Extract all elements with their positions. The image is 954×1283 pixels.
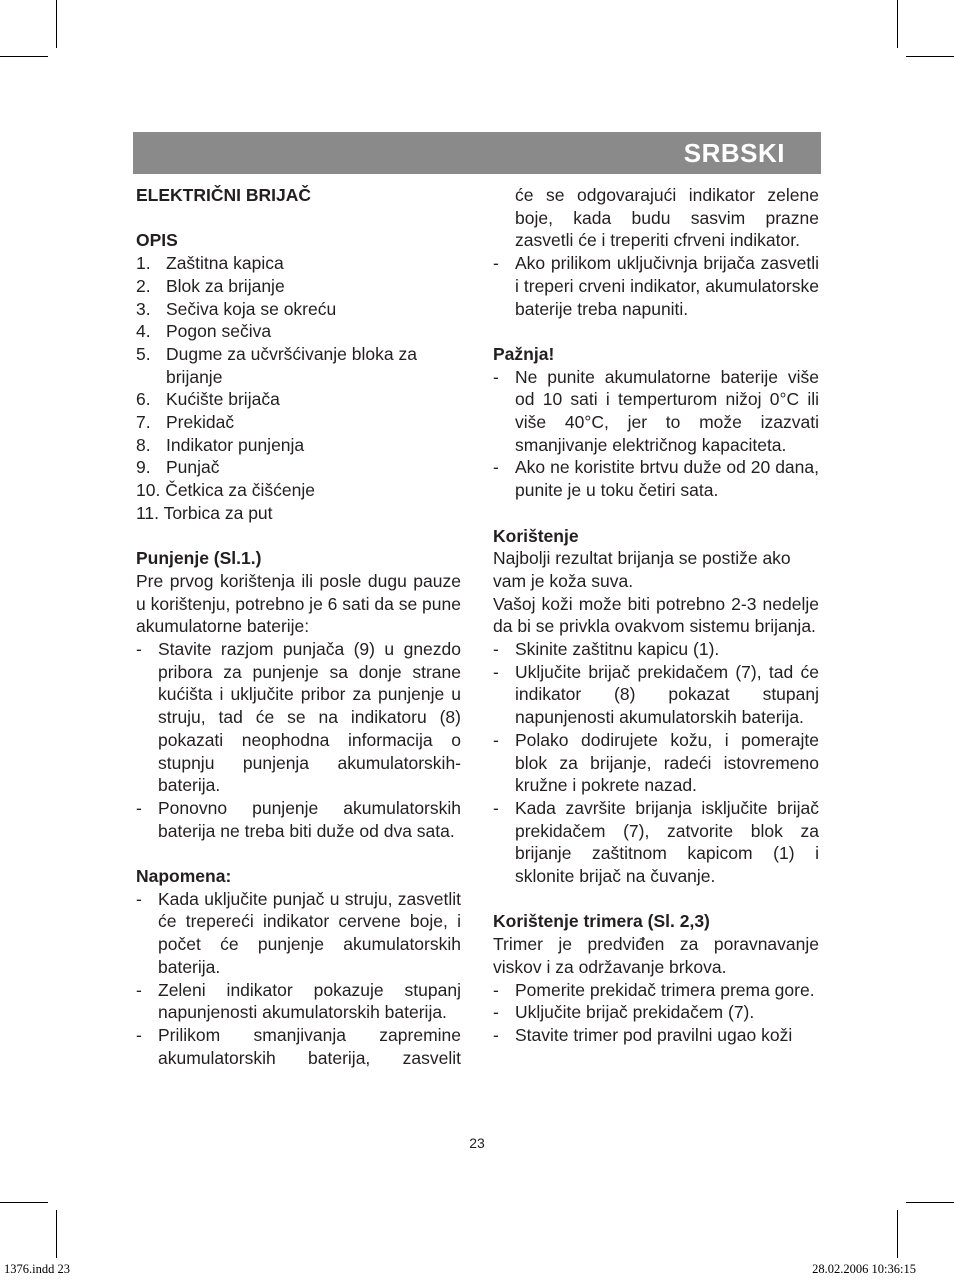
crop-mark: [56, 0, 57, 48]
parts-list-item: 4. Pogon sečiva: [136, 321, 272, 342]
parts-list-item: 7. Prekidač: [136, 412, 235, 433]
parts-list-item: 11. Torbica za put: [136, 502, 273, 523]
note-bullet: - Ako prilikom uključivnja brijača zasvetli i treperi crveni indikator, akumulatorske baterije treba napuniti.: [493, 253, 819, 319]
usage-paragraph: Najbolji rezultat brijanja se postiže ako vam je koža suva.: [493, 548, 791, 591]
right-column: [493, 184, 819, 1047]
section-heading-note: Napomena:: [136, 866, 232, 887]
section-heading-charging: Punjenje (Sl.1.): [136, 548, 262, 569]
usage-paragraph: Vašoj koži može biti potrebno 2-3 nedelje da bi se privkla ovakvom sistemu brijanja.: [493, 593, 819, 637]
left-column: [136, 184, 461, 1069]
charging-intro: Pre prvog korištenja ili posle dugu pauze u korištenju, potrebno je 6 sati da se pune akumulatorne baterije:: [136, 570, 461, 637]
section-heading-description: OPIS: [136, 230, 178, 251]
section-heading-usage: Korištenje: [493, 525, 579, 546]
trimmer-bullet: - Pomerite prekidač trimera prema gore.: [493, 979, 815, 1000]
trimmer-bullet: - Uključite brijač prekidačem (7).: [493, 1002, 755, 1023]
crop-mark: [56, 1210, 57, 1258]
note-bullet: - Kada uključite punjač u struju, zasvetlit će trepereći indikator cervene boje, i počet će punjenje akumulatorskih baterija.: [136, 888, 461, 977]
section-heading-attention: Pažnja!: [493, 343, 555, 364]
section-heading-trimmer: Korištenje trimera (Sl. 2,3): [493, 911, 710, 932]
charging-bullet: - Ponovno punjenje akumulatorskih baterija ne treba biti duže od dva sata.: [136, 797, 461, 841]
parts-list-item: 2. Blok za brijanje: [136, 275, 285, 296]
attention-bullet: - Ne punite akumulatorne baterije više od 10 sati i temperturom nižoj 0°C ili više 40°C, jer to može izazvati smanjivanje električnog kapaciteta.: [493, 366, 819, 455]
banner-title: SRBSKI: [683, 138, 785, 168]
note-bullet: - Prilikom smanjivanja zapremine akumulatorskih baterija, zasvelit: [136, 1024, 461, 1068]
parts-list-item: 1. Zaštitna kapica: [136, 253, 284, 274]
usage-bullet: - Skinite zaštitnu kapicu (1).: [493, 639, 720, 660]
crop-mark: [906, 1202, 954, 1203]
crop-mark: [0, 56, 48, 57]
usage-bullet: - Kada završite brijanja isključite brijač prekidačem (7), zatvorite blok za brijanje zaštitnom kapicom (1) i sklonite brijač na čuvanje.: [493, 797, 819, 887]
parts-list-item: 6. Kućište brijača: [136, 389, 280, 410]
note-continuation: će se odgovarajući indikator zelene boje, kada budu sasvim prazne zasvetli će i treperiti cfrveni indikator.: [515, 185, 819, 251]
parts-list-item: 3. Sečiva koja se okreću: [136, 298, 337, 319]
note-bullet: - Zeleni indikator pokazuje stupanj napunjenosti akumulatorskih baterija.: [136, 979, 461, 1023]
attention-bullet: - Ako ne koristite brtvu duže od 20 dana, punite je u toku četiri sata.: [493, 457, 819, 501]
crop-mark: [897, 0, 898, 48]
parts-list-item: 8. Indikator punjenja: [136, 434, 305, 455]
charging-bullet: - Stavite razjom punjača (9) u gnezdo pribora za punjenje sa donje strane kućišta i uključite pribor za punjenje u struju, tad će se na indikatoru (8) pokazati neophodna informacija o stupnju punjenja akumulatorskih-baterija.: [136, 639, 461, 796]
page-number: 23: [469, 1135, 485, 1151]
parts-list-item: 9. Punjač: [136, 457, 220, 478]
trimmer-intro: Trimer je predviđen za poravnavanje viskov i za održavanje brkova.: [493, 934, 819, 977]
trimmer-bullet: - Stavite trimer pod pravilni ugao koži: [493, 1024, 793, 1045]
print-slug-file: 1376.indd 23: [4, 1262, 70, 1276]
crop-mark: [906, 56, 954, 57]
print-slug-timestamp: 28.02.2006 10:36:15: [812, 1262, 916, 1276]
usage-bullet: - Polako dodirujete kožu, i pomerajte blok za brijanje, radeći istovremeno kružne i pokrete nazad.: [493, 729, 819, 796]
language-banner: [133, 132, 821, 174]
parts-list-item: 5. Dugme za učvršćivanje bloka za brijanje: [136, 343, 417, 387]
document-title: ELEKTRIČNI BRIJAČ: [136, 185, 312, 205]
usage-bullet: - Uključite brijač prekidačem (7), tad će indikator (8) pokazat stupanj napunjenosti akumulatorskih baterija.: [493, 661, 819, 728]
parts-list: [136, 252, 461, 524]
crop-mark: [0, 1202, 48, 1203]
parts-list-item: 10. Četkica za čišćenje: [136, 480, 315, 501]
crop-mark: [897, 1210, 898, 1258]
